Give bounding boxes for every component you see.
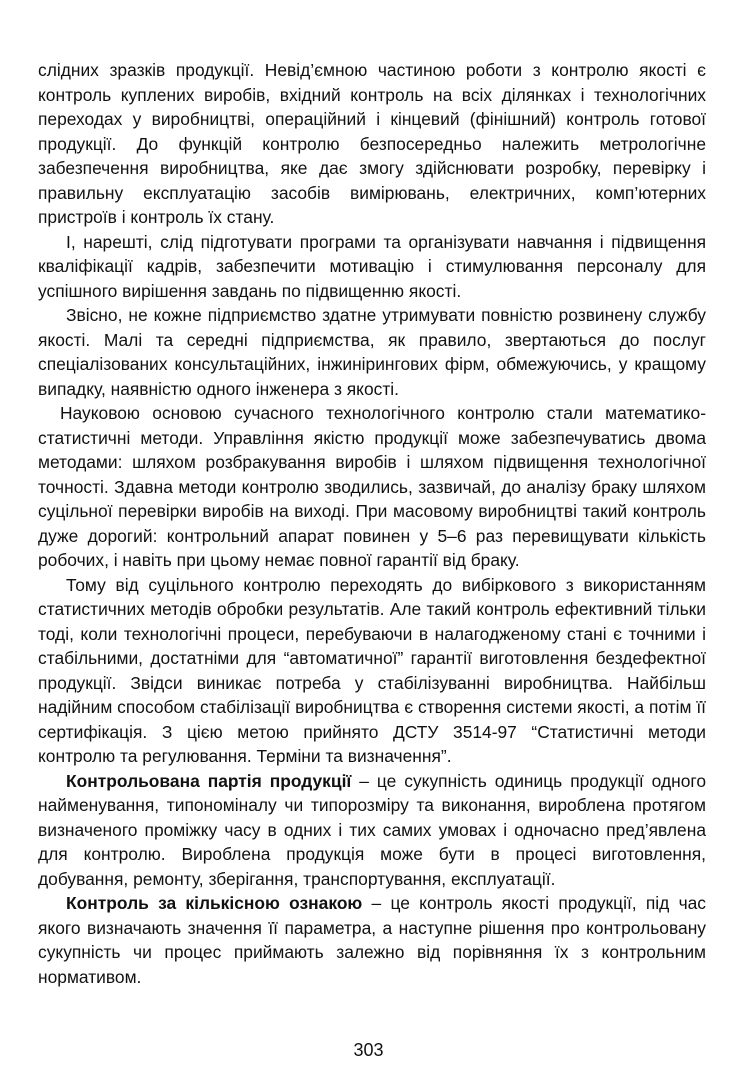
paragraph-continuation: слідних зразків продукції. Невід’ємною частиною роботи з контролю якості є контроль куплених виробів, вхідний контроль на всіх ділянках і технологічних переходах у виробництві, операційний і кінцевий (фінішний) контроль готової продукції. До функцій контролю безпосередньо належить метрологічне забезпечення виробництва, яке дає змогу здійснювати розробку, перевірку і правильну експлуатацію засобів вимірювань, електричних, комп’ютерних пристроїв і контроль їх стану. [38,60,706,227]
page-number: 303 [353,1040,384,1060]
page-body [38,58,706,989]
paragraph-quality-service: Звісно, не кожне підприємство здатне утримувати повністю розвинену службу якості. Малі та середні підприємства, як правило, звертаються до послуг спеціалізованих консультаційних, інжинірингових фірм, обмежуючись, у кращому випадку, наявністю одного інженера з якості. [38,305,706,399]
definition-quantitative-control [38,891,706,989]
term-quantitative-control: Контроль за кількісною ознакою [66,893,363,913]
paragraph-statistical-methods: Науковою основою сучасного технологічного контролю стали математико-статистичні методи. Управління якістю продукції може забезпечуватись двома методами: шляхом розбракування виробів і шляхом підвищення технологічної точності. Здавна методи контролю зводились, зазвичай, до аналізу браку шляхом суцільної перевірки виробів на виході. При масовому виробництві такий контроль дуже дорогий: контрольний апарат повинен у 5–6 раз перевищувати кількість робочих, і навіть при цьому немає повної гарантії від браку. [38,403,706,570]
definition-controlled-batch [38,769,706,892]
definition-text-controlled-batch: – це сукупність одиниць продукції одного найменування, типономіналу чи типорозміру та виконання, вироблена протягом визначеного проміжку часу в одних і тих самих умовах і одночасно пред’явлена для контролю. Вироблена продукція може бути в процесі виготовлення, добування, ремонту, зберігання, транспортування, експлуатації. [38,770,706,889]
paragraph-sampling-control: Тому від суцільного контролю переходять до вибіркового з використанням статистичних методів обробки результатів. Але такий контроль ефективний тільки тоді, коли технологічні процеси, перебуваючи в налагодженому стані є точними і стабільними, достатніми для “автоматичної” гарантії виготовлення бездефектної продукції. Звідси виникає потреба у стабілізуванні виробництва. Найбільш надійним способом стабілізації виробництва є створення системи якості, а потім її сертифікація. З цією метою прийнято ДСТУ 3514-97 “Статистичні методи контролю та регулювання. Терміни та визначення”. [38,574,706,766]
paragraph-training: І, нарешті, слід підготувати програми та організувати навчання і підвищення кваліфікації кадрів, забезпечити мотивацію і стимулювання персоналу для успішного вирішення завдань по підвищенню якості. [38,231,706,301]
definition-text-quantitative-control: – це контроль якості продукції, під час якого визначають значення її параметра, а наступне рішення про контрольовану сукупність чи процес приймають залежно від порівняння їх з контрольним нормативом. [38,893,707,987]
term-controlled-batch: Контрольована партія продукції [66,770,352,791]
